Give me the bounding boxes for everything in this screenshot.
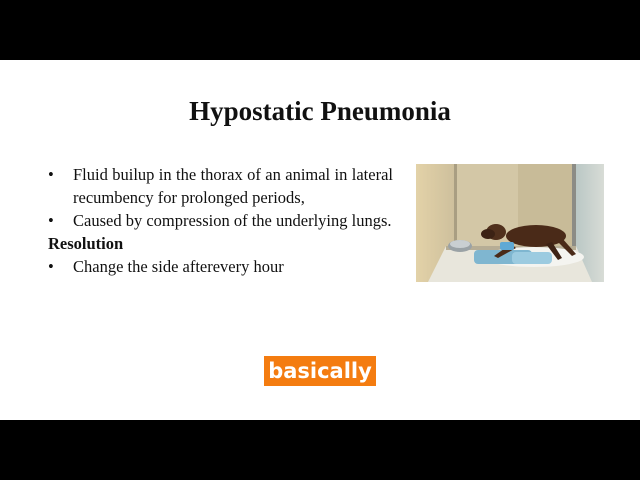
bullet-item xyxy=(48,163,393,209)
letterbox-bottom xyxy=(0,420,640,480)
kennel-photo-image xyxy=(416,164,604,282)
slide xyxy=(0,60,640,420)
dog-lying-in-kennel-photo xyxy=(416,164,604,282)
bullet-text: Change the side afterevery hour xyxy=(73,257,284,276)
bullet-item xyxy=(48,255,393,278)
bullet-dot: • xyxy=(48,211,54,230)
bullet-dot: • xyxy=(48,257,54,276)
letterbox-top xyxy=(0,0,640,60)
bullet-text: Fluid builup in the thorax of an animal in lateral recumbency for prolonged periods, xyxy=(73,165,393,207)
caption-subtitle: basically xyxy=(264,356,376,386)
slide-content xyxy=(48,163,393,278)
bullet-item xyxy=(48,209,393,232)
slide-title: Hypostatic Pneumonia xyxy=(189,96,451,126)
bullet-text: Caused by compression of the underlying lungs. xyxy=(73,211,392,230)
bullet-dot: • xyxy=(48,165,54,184)
section-heading: Resolution xyxy=(48,234,124,253)
